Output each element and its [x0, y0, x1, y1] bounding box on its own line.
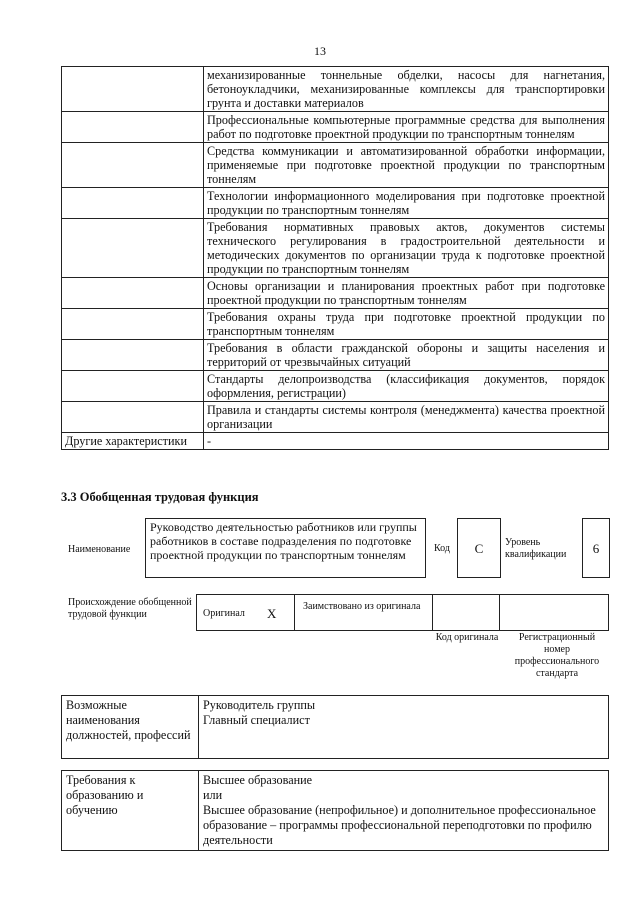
education-values	[199, 771, 609, 851]
row-text: Требования в области гражданской обороны и защиты населения и территорий от чрезвычайных ситуаций	[204, 340, 609, 371]
row-label	[62, 340, 204, 371]
education-item: Высшее образование (непрофильное) и дополнительное профессиональное образование – программы профессиональной переподготовки по профилю деятельности	[203, 803, 596, 847]
row-label	[62, 143, 204, 188]
row-label	[62, 371, 204, 402]
row-text: Стандарты делопроизводства (классификация документов, порядок оформления, регистрации)	[204, 371, 609, 402]
row-label	[62, 402, 204, 433]
knowledge-row	[62, 371, 609, 402]
knowledge-table	[61, 66, 609, 450]
section-title: 3.3 Обобщенная трудовая функция	[61, 490, 259, 504]
level-value: 6	[592, 541, 600, 556]
code-value: С	[474, 541, 484, 556]
knowledge-row	[62, 309, 609, 340]
row-text: Требования охраны труда при подготовке проектной продукции по транспортным тоннелям	[204, 309, 609, 340]
knowledge-row	[62, 112, 609, 143]
row-label	[62, 112, 204, 143]
knowledge-row	[62, 219, 609, 278]
row-text: Требования нормативных правовых актов, документов системы технического регулирования в градостроительной деятельности и методических документов по организации труда к подготовке проектной продукции по транспортным тоннелям	[204, 219, 609, 278]
knowledge-row	[62, 433, 609, 450]
naming-value: Руководство деятельностью работников или группы работников в составе подразделения по подготовке проектной продукции по транспортным тоннелям	[145, 518, 426, 578]
row-text: -	[204, 433, 609, 450]
level-label: Уровень квалификации	[505, 537, 567, 560]
position-item: Главный специалист	[203, 713, 310, 727]
code-original-caption: Код оригинала	[435, 632, 499, 643]
row-text: Основы организации и планирования проектных работ при подготовке проектной продукции по транспортным тоннелям	[204, 278, 609, 309]
row-text: Правила и стандарты системы контроля (менеджмента) качества проектной организации	[204, 402, 609, 433]
knowledge-row	[62, 67, 609, 112]
knowledge-row	[62, 188, 609, 219]
code-box	[457, 518, 501, 578]
row-text: Средства коммуникации и автоматизированной обработки информации, применяемые при подготовке проектной продукции по транспортным тоннелям	[204, 143, 609, 188]
code-label: Код	[434, 543, 450, 554]
original-label: Оригинал	[203, 608, 245, 619]
row-label	[62, 188, 204, 219]
position-item: Руководитель группы	[203, 698, 316, 712]
positions-label: Возможные наименования должностей, профессий	[62, 696, 199, 759]
origin-box	[196, 594, 609, 631]
row-text: Технологии информационного моделирования при подготовке проектной продукции по транспортным тоннелям	[204, 188, 609, 219]
knowledge-row	[62, 278, 609, 309]
divider	[432, 595, 433, 630]
positions-table	[61, 695, 609, 759]
row-text: Профессиональные компьютерные программные средства для выполнения работ по подготовке проектной продукции по транспортным тоннелям	[204, 112, 609, 143]
knowledge-row	[62, 402, 609, 433]
divider	[294, 595, 295, 630]
education-item: Высшее образование	[203, 773, 313, 787]
positions-values	[199, 696, 609, 759]
borrowed-label: Заимствовано из оригинала	[303, 601, 421, 612]
reg-number-caption: Регистрационный номер профессионального стандарта	[514, 632, 600, 679]
origin-label: Происхождение обобщенной трудовой функции	[68, 597, 192, 620]
naming-label: Наименование	[68, 544, 131, 555]
knowledge-row	[62, 340, 609, 371]
divider	[499, 595, 500, 630]
row-text: механизированные тоннельные обделки, насосы для нагнетания, бетоноукладчики, механизированные комплексы для транспортировки грунта и доставки материалов	[204, 67, 609, 112]
level-box	[582, 518, 610, 578]
education-table	[61, 770, 609, 851]
row-label: Другие характеристики	[62, 433, 204, 450]
row-label	[62, 67, 204, 112]
original-mark: X	[267, 606, 277, 621]
row-label	[62, 219, 204, 278]
education-item: или	[203, 788, 223, 802]
education-label: Требования к образованию и обучению	[62, 771, 199, 851]
knowledge-row	[62, 143, 609, 188]
row-label	[62, 278, 204, 309]
row-label	[62, 309, 204, 340]
page-number: 13	[314, 44, 326, 58]
